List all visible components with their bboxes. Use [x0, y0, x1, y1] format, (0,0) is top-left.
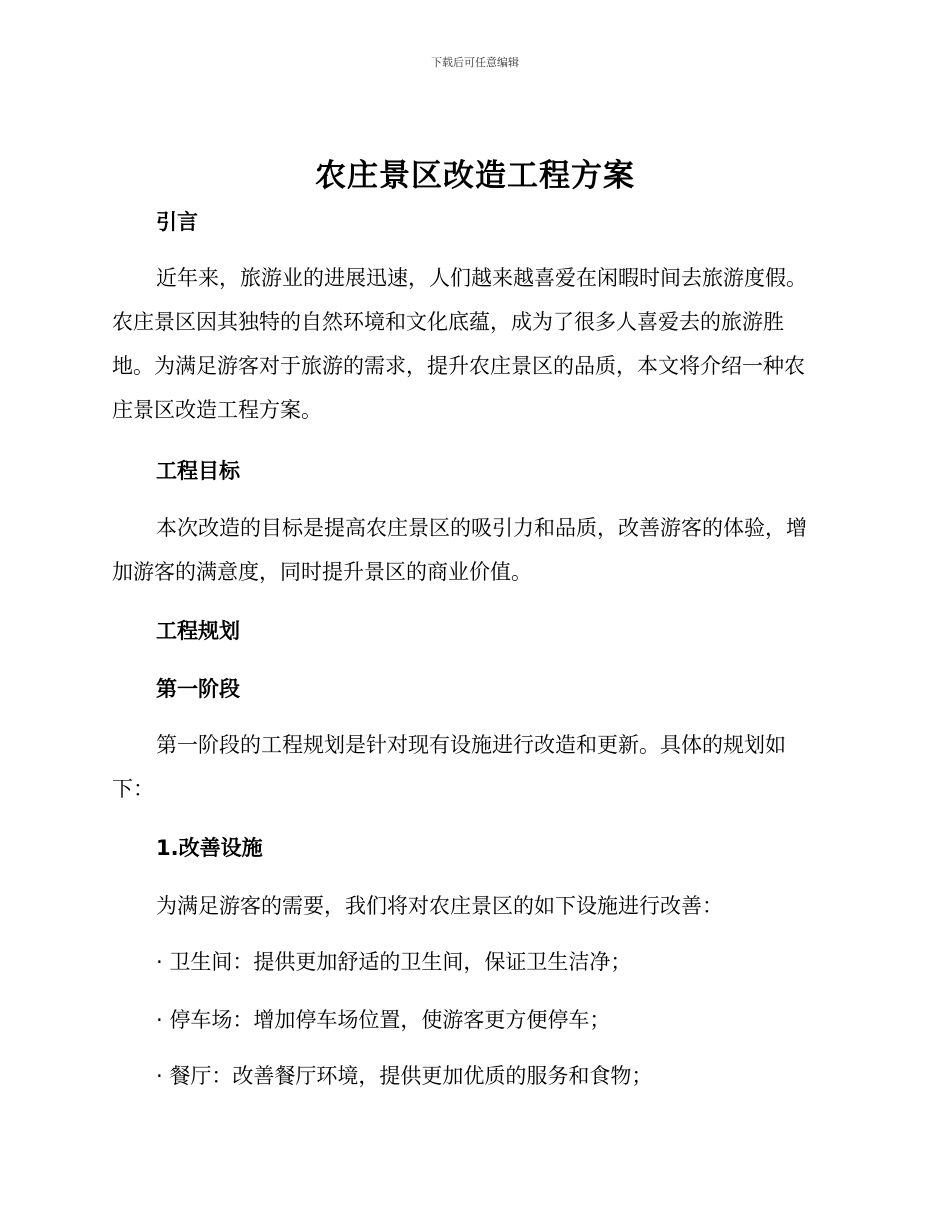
intro-paragraph — [112, 256, 842, 432]
heading-plan: 工程规划 — [156, 619, 240, 643]
stage1-line-2: 下： — [112, 777, 154, 801]
page-header-note: 下载后可任意编辑 — [431, 56, 519, 69]
goal-line-2: 加游客的满意度，同时提升景区的商业价值。 — [112, 560, 532, 584]
stage1-paragraph — [112, 723, 842, 811]
bullet-restaurant: · 餐厅：改善餐厅环境，提供更加优质的服务和食物； — [156, 1064, 653, 1088]
stage1-line-1: 第一阶段的工程规划是针对现有设施进行改造和更新。具体的规划如 — [156, 733, 786, 757]
bullet-parking: · 停车场：增加停车场位置，使游客更方便停车； — [156, 1008, 611, 1032]
heading-stage-1: 第一阶段 — [156, 677, 240, 701]
intro-line-2: 农庄景区因其独特的自然环境和文化底蕴，成为了很多人喜爱去的旅游胜 — [112, 310, 784, 334]
heading-intro: 引言 — [156, 210, 198, 234]
intro-line-4: 庄景区改造工程方案。 — [112, 398, 322, 422]
intro-line-1: 近年来，旅游业的进展迅速，人们越来越喜爱在闲暇时间去旅游度假。 — [156, 266, 807, 290]
heading-improve-facilities: 1.改善设施 — [156, 836, 263, 860]
document-title: 农庄景区改造工程方案 — [315, 158, 635, 194]
heading-goal: 工程目标 — [156, 459, 240, 483]
intro-line-3: 地。为满足游客对于旅游的需求，提升农庄景区的品质，本文将介绍一种农 — [112, 354, 805, 378]
bullet-restroom: · 卫生间：提供更加舒适的卫生间，保证卫生洁净； — [156, 950, 632, 974]
improve-intro: 为满足游客的需要，我们将对农庄景区的如下设施进行改善： — [156, 894, 723, 918]
goal-paragraph — [112, 506, 842, 594]
goal-line-1: 本次改造的目标是提高农庄景区的吸引力和品质，改善游客的体验，增 — [156, 516, 807, 540]
